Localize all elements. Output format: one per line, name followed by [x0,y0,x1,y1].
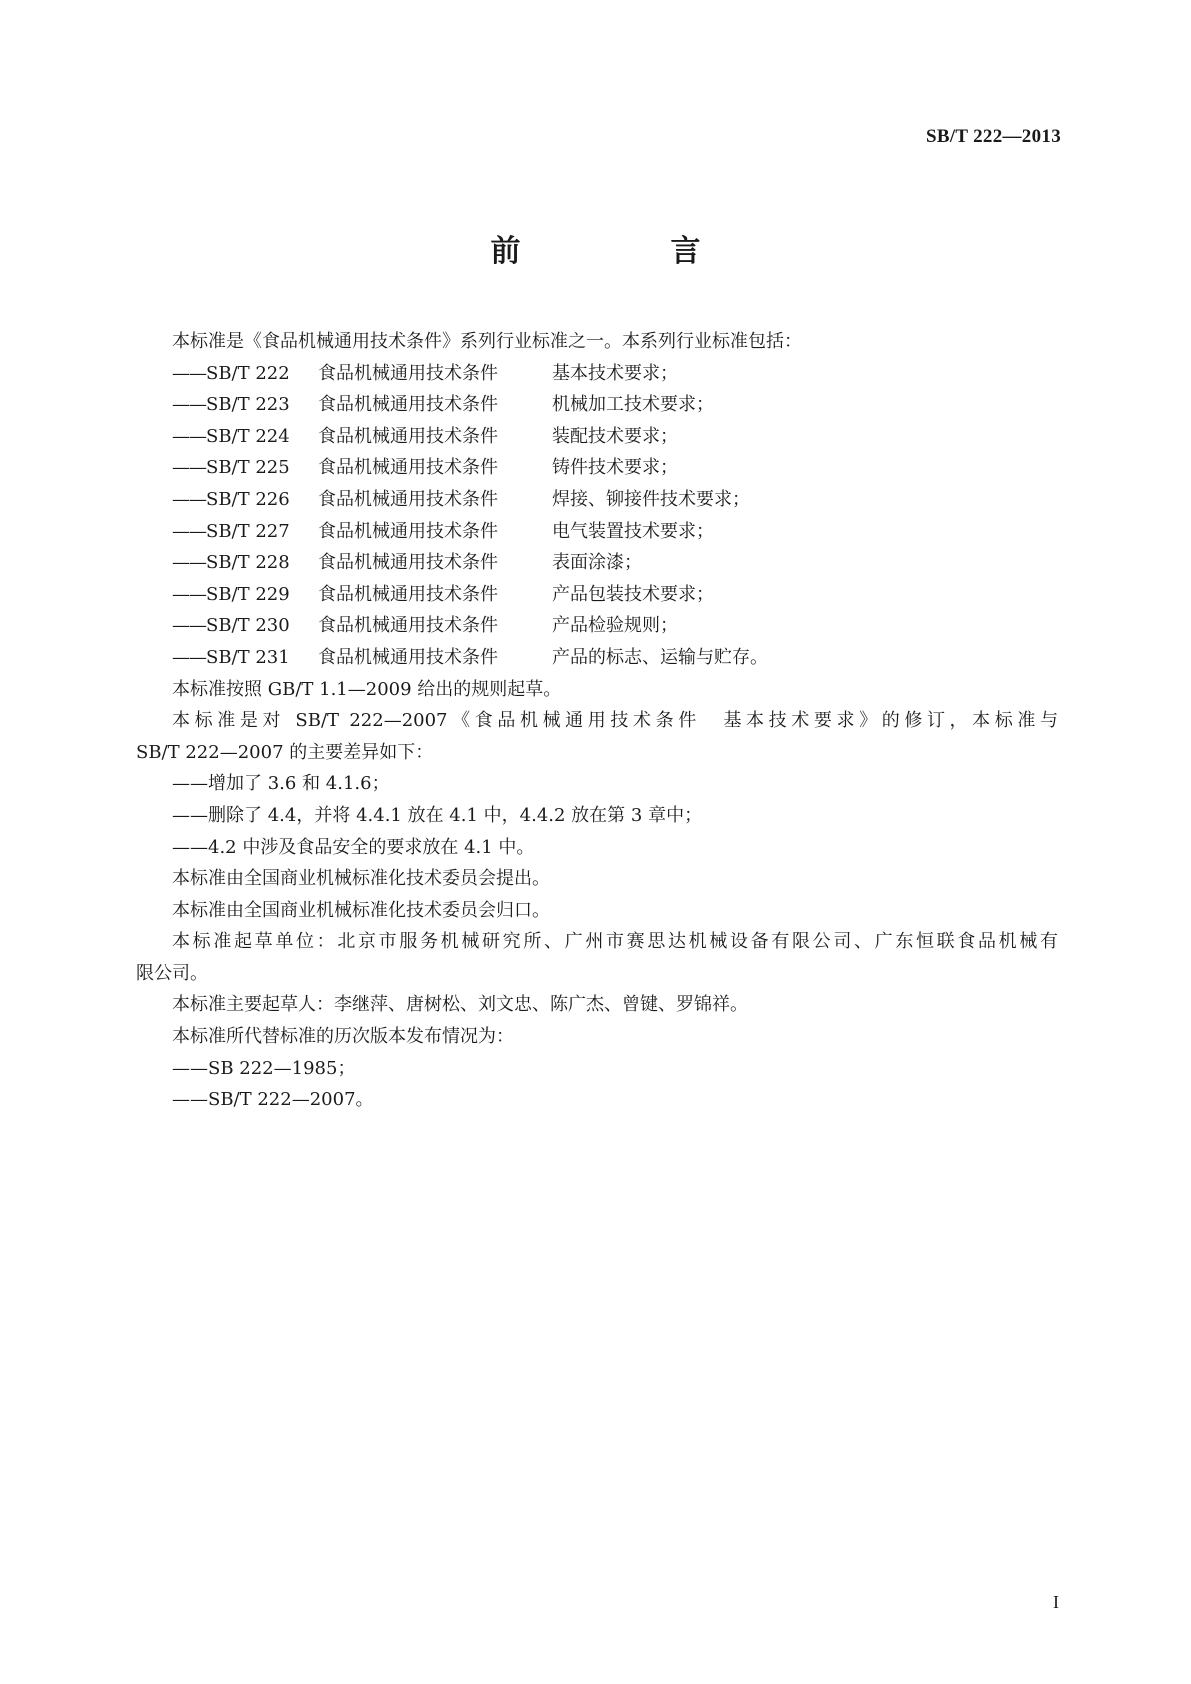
history-list [136,1053,1058,1116]
standard-name: 食品机械通用技术条件 [318,552,498,574]
standard-name: 食品机械通用技术条件 [318,615,498,637]
standard-part: 焊接、铆接件技术要求； [552,488,750,510]
changes-list [136,768,1058,863]
list-item: ——删除了 4.4，并将 4.4.1 放在 4.1 中，4.4.2 放在第 3 章中； [172,804,703,826]
standard-name: 食品机械通用技术条件 [318,520,498,542]
history-intro-paragraph: 本标准所代替标准的历次版本发布情况为： [172,1026,514,1048]
list-item: ——SB/T 224 食品机械通用技术条件 装配技术要求； [136,421,1058,453]
list-item: ——SB/T 222 食品机械通用技术条件 基本技术要求； [136,358,1058,390]
standard-part: 基本技术要求； [552,362,678,384]
standard-code: SB/T 229 [206,583,290,605]
drafting-units-line2: 限公司。 [136,962,208,984]
page-number: I [1053,1592,1059,1612]
intro-paragraph: 本标准是《食品机械通用技术条件》系列行业标准之一。本系列行业标准包括： [172,331,802,352]
series-standards-list [136,358,1058,674]
standard-part: 产品包装技术要求； [552,583,714,605]
drafting-rules-paragraph: 本标准按照 GB/T 1.1—2009 给出的规则起草。 [172,678,562,700]
standard-code: SB/T 223 [206,394,290,416]
list-item: ——SB/T 230 食品机械通用技术条件 产品检验规则； [136,610,1058,642]
standard-name: 食品机械通用技术条件 [318,362,498,384]
list-item: ——SB/T 228 食品机械通用技术条件 表面涂漆； [136,547,1058,579]
list-item: ——SB/T 225 食品机械通用技术条件 铸件技术要求； [136,452,1058,484]
page-title: 前 言 [490,234,761,269]
list-item: ——SB/T 227 食品机械通用技术条件 电气装置技术要求； [136,516,1058,548]
drafters-paragraph: 本标准主要起草人：李继萍、唐树松、刘文忠、陈广杰、曾键、罗锦祥。 [172,994,748,1016]
standard-code: SB/T 225 [206,457,290,479]
standard-part: 机械加工技术要求； [552,394,714,416]
list-item: ——SB/T 231 食品机械通用技术条件 产品的标志、运输与贮存。 [136,642,1058,674]
standard-name: 食品机械通用技术条件 [318,425,498,447]
standard-part: 表面涂漆； [552,552,642,574]
revision-paragraph-line1: 本标准是对 SB/T 222—2007《食品机械通用技术条件 基本技术要求》的修订，本标准与 [172,710,1058,732]
standard-code: SB/T 222 [206,362,290,384]
standard-name: 食品机械通用技术条件 [318,488,498,510]
document-code-header: SB/T 222—2013 [926,126,1061,147]
standard-part: 电气装置技术要求； [552,520,714,542]
centralized-by-paragraph: 本标准由全国商业机械标准化技术委员会归口。 [172,899,550,921]
list-item: ——增加了 3.6 和 4.1.6； [172,773,390,795]
standard-name: 食品机械通用技术条件 [318,457,498,479]
standard-code: SB/T 228 [206,552,290,574]
list-item: ——SB/T 229 食品机械通用技术条件 产品包装技术要求； [136,579,1058,611]
standard-name: 食品机械通用技术条件 [318,394,498,416]
revision-paragraph-line2: SB/T 222—2007 的主要差异如下： [136,741,434,763]
standard-name: 食品机械通用技术条件 [318,583,498,605]
proposed-by-paragraph: 本标准由全国商业机械标准化技术委员会提出。 [172,868,550,890]
standard-code: SB/T 226 [206,488,290,510]
standard-part: 产品检验规则； [552,615,678,637]
standard-code: SB/T 230 [206,615,290,637]
list-item: ——4.2 中涉及食品安全的要求放在 4.1 中。 [172,836,535,858]
standard-code: SB/T 224 [206,425,290,447]
foreword-body [136,326,1058,1116]
standard-part: 装配技术要求； [552,425,678,447]
standard-code: SB/T 231 [206,646,290,668]
standard-code: SB/T 227 [206,520,290,542]
list-item: ——SB 222—1985； [172,1057,356,1079]
list-item: ——SB/T 223 食品机械通用技术条件 机械加工技术要求； [136,389,1058,421]
drafting-units-line1: 本标准起草单位：北京市服务机械研究所、广州市赛思达机械设备有限公司、广东恒联食品机械有 [172,931,1058,953]
list-item: ——SB/T 222—2007。 [172,1089,374,1111]
standard-name: 食品机械通用技术条件 [318,646,498,668]
standard-part: 产品的标志、运输与贮存。 [552,646,768,668]
standard-part: 铸件技术要求； [552,457,678,479]
list-item: ——SB/T 226 食品机械通用技术条件 焊接、铆接件技术要求； [136,484,1058,516]
